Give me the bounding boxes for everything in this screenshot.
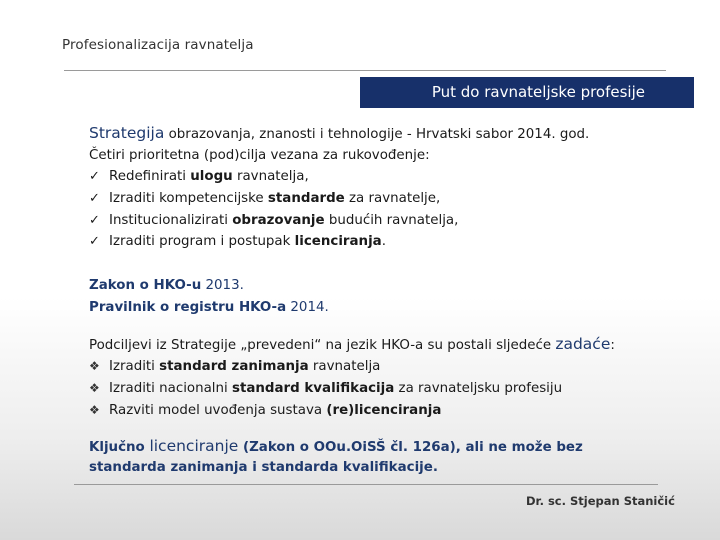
item-text: Izraditi kompetencijske — [109, 191, 268, 206]
diamond-bullet-icon: ❖ — [89, 359, 100, 373]
law-year: 2013. — [201, 278, 244, 293]
item-emphasis: (re)licenciranja — [326, 403, 442, 418]
law-line — [89, 275, 244, 297]
slide-title: Profesionalizacija ravnatelja — [62, 37, 254, 53]
item-emphasis: standard zanimanja — [159, 359, 309, 374]
item-text: Razviti model uvođenja sustava — [109, 403, 327, 418]
checkmark-icon: ✓ — [89, 213, 100, 228]
regulation-name: Pravilnik o registru HKO-a — [89, 300, 287, 315]
subgoals-emphasis: zadaće — [555, 335, 611, 353]
key-word: Ključno — [89, 440, 145, 455]
item-text-end: ravnatelja, — [232, 169, 309, 184]
header-divider — [64, 70, 666, 71]
strategy-list-item — [89, 231, 386, 253]
checkmark-icon: ✓ — [89, 191, 100, 206]
law-name: Zakon o HKO-u — [89, 278, 202, 293]
footer-author: Dr. sc. Stjepan Staničić — [526, 494, 675, 508]
regulation-year: 2014. — [286, 300, 329, 315]
item-emphasis: standard kvalifikacija — [231, 381, 395, 396]
subgoals-intro-end: : — [610, 338, 615, 353]
subgoals-intro-text: Podciljevi iz Strategije „prevedeni“ na jezik HKO-a su postali sljedeće — [89, 338, 556, 353]
item-text: Redefinirati — [109, 169, 191, 184]
strategy-title-rest: obrazovanja, znanosti i tehnologije - Hrvatski sabor 2014. god. — [164, 127, 590, 142]
diamond-bullet-icon: ❖ — [89, 381, 100, 395]
item-text: Institucionalizirati — [109, 213, 233, 228]
item-text-end: za ravnatelje, — [344, 191, 441, 206]
checkmark-icon: ✓ — [89, 234, 100, 249]
item-emphasis: ulogu — [190, 169, 233, 184]
item-text: Izraditi — [109, 359, 160, 374]
item-text-end: za ravnateljsku profesiju — [394, 381, 563, 396]
strategy-word: Strategija — [89, 124, 165, 142]
item-text-end: budućih ravnatelja, — [324, 213, 459, 228]
subgoal-list-item — [89, 377, 562, 400]
strategy-line — [89, 122, 589, 146]
key-note-line — [89, 435, 583, 459]
item-text-end: . — [381, 234, 386, 249]
footer-divider — [74, 484, 658, 485]
item-emphasis: licenciranja — [294, 234, 382, 249]
title-banner: Put do ravnateljske profesije — [360, 77, 694, 108]
item-text-end: ravnatelja — [308, 359, 381, 374]
key-note-line-2: standarda zanimanja i standarda kvalifikacije. — [89, 460, 438, 475]
diamond-bullet-icon: ❖ — [89, 403, 100, 417]
checkmark-icon: ✓ — [89, 169, 100, 184]
subgoal-list-item — [89, 355, 380, 378]
item-emphasis: obrazovanje — [232, 213, 325, 228]
item-emphasis: standarde — [267, 191, 345, 206]
item-text: Izraditi program i postupak — [109, 234, 295, 249]
key-licensing: licenciranje — [149, 437, 239, 455]
strategy-intro: Četiri prioritetna (pod)cilja vezana za rukovođenje: — [89, 148, 430, 163]
key-note-rest: (Zakon o OOu.OiSŠ čl. 126a), ali ne može bez — [238, 440, 583, 455]
subgoals-intro — [89, 333, 615, 357]
subgoal-list-item — [89, 399, 441, 422]
item-text: Izraditi nacionalni — [109, 381, 232, 396]
strategy-list-item — [89, 166, 309, 188]
strategy-list-item — [89, 188, 440, 210]
strategy-list-item — [89, 210, 458, 232]
regulation-line — [89, 297, 329, 319]
